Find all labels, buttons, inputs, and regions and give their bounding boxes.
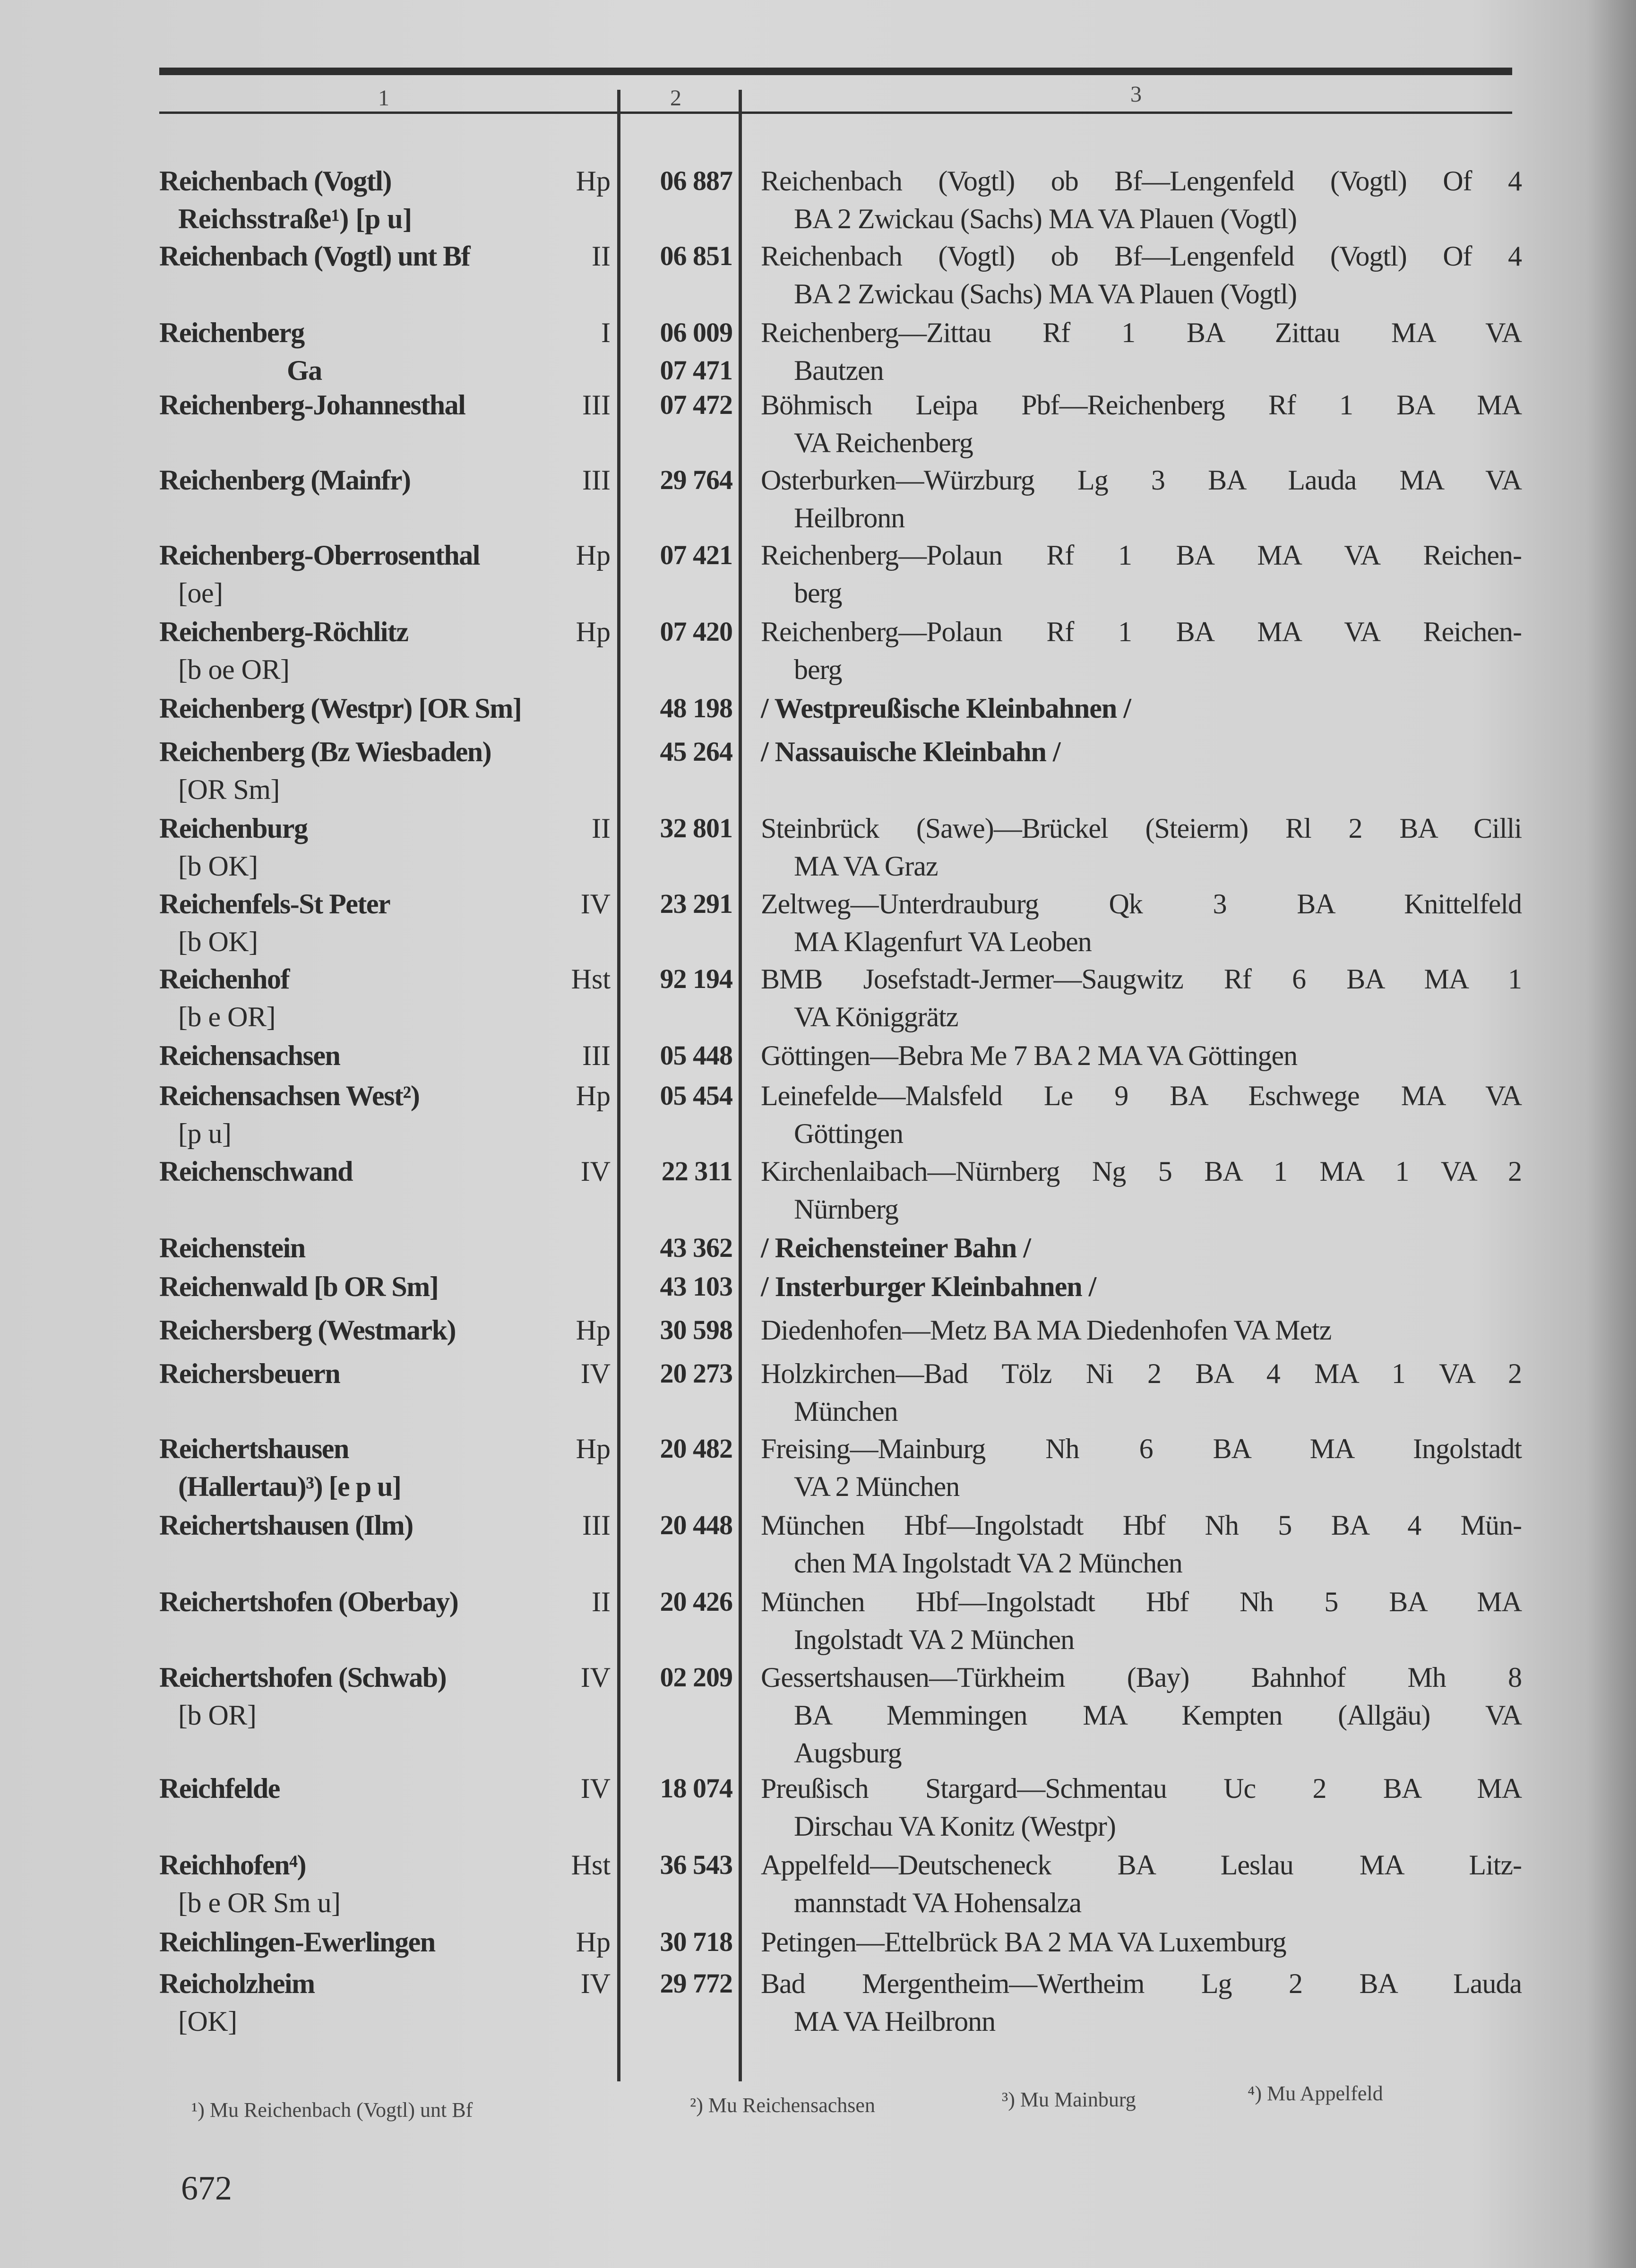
route-description	[761, 1583, 1522, 1658]
station-code-value: 36 543	[660, 1849, 732, 1880]
station-code	[629, 1965, 732, 2002]
column-divider-2	[739, 90, 742, 2081]
station-name	[159, 1430, 613, 1505]
station-name-line: Reichenberg	[159, 317, 304, 348]
station-name-line: Reichenhof	[159, 963, 289, 995]
station-name-line: Ga	[287, 355, 322, 386]
route-description	[761, 461, 1522, 537]
station-code	[629, 1658, 732, 1696]
station-code-value: 48 198	[660, 693, 732, 723]
route-description-line: Heilbronn	[794, 502, 905, 533]
route-description-line: VA 2 München	[794, 1471, 960, 1502]
route-description-line: Zeltweg—Unterdrauburg Qk 3 BA Knittelfeld	[761, 888, 1522, 919]
station-code	[629, 1770, 732, 1807]
route-description	[761, 1229, 1522, 1267]
station-class: II	[592, 1586, 611, 1617]
station-code-value: 22 311	[661, 1156, 732, 1186]
station-code	[629, 237, 732, 275]
station-name	[159, 733, 613, 808]
station-code-value: 29 764	[660, 464, 732, 495]
station-name-line: Reichenberg-Johannesthal	[159, 389, 465, 421]
station-code-value: 05 454	[660, 1080, 732, 1111]
station-class: Hp	[576, 540, 611, 571]
route-description	[761, 1077, 1522, 1152]
station-class: II	[592, 241, 611, 272]
route-description-line: MA VA Heilbronn	[794, 2006, 996, 2037]
route-description	[761, 1965, 1522, 2040]
station-name-line: [OK]	[178, 2006, 237, 2037]
route-description	[761, 1658, 1522, 1772]
route-description-line: VA Königgrätz	[794, 1001, 958, 1032]
footnote-4: ⁴) Mu Appelfeld	[1248, 2082, 1383, 2105]
station-name-line: Reichenberg-Oberrosenthal	[159, 540, 480, 571]
station-name-line: Reichenbach (Vogtl)	[159, 165, 391, 197]
station-code	[629, 1077, 732, 1115]
route-description-line: Holzkirchen—Bad Tölz Ni 2 BA 4 MA 1 VA 2	[761, 1358, 1522, 1389]
route-description-line: / Nassauische Kleinbahn /	[761, 736, 1060, 767]
station-code-value: 02 209	[660, 1662, 732, 1692]
station-name-line: [oe]	[178, 577, 223, 609]
route-description-line: Reichenbach (Vogtl) ob Bf—Lengenfeld (Vogtl) Of 4	[761, 165, 1522, 197]
route-description-line: / Westpreußische Kleinbahnen /	[761, 693, 1131, 724]
route-description-line: mannstadt VA Hohensalza	[794, 1887, 1082, 1918]
station-name-line: Reichenberg-Röchlitz	[159, 616, 408, 647]
station-name-line: Reichenschwand	[159, 1156, 353, 1187]
footnote-2: ²) Mu Reichensachsen	[690, 2094, 875, 2117]
station-name	[159, 689, 613, 727]
station-name	[159, 1268, 613, 1306]
top-thick-rule	[159, 68, 1512, 75]
station-name-line: [OR Sm]	[178, 774, 280, 805]
route-description-line: berg	[794, 654, 842, 685]
station-name	[159, 1965, 613, 2040]
route-description	[761, 1430, 1522, 1505]
station-name-line: (Hallertau)³) [e p u]	[178, 1471, 401, 1502]
route-description	[761, 733, 1522, 771]
route-description-line: Osterburken—Würzburg Lg 3 BA Lauda MA VA	[761, 464, 1522, 496]
route-description-line: Nürnberg	[794, 1194, 898, 1225]
station-name-line: Reichenberg (Bz Wiesbaden)	[159, 736, 491, 767]
route-description-line: Göttingen	[794, 1118, 903, 1149]
route-description-line: Appelfeld—Deutscheneck BA Leslau MA Litz-	[761, 1849, 1522, 1881]
station-class: IV	[580, 1773, 611, 1804]
station-code	[629, 689, 732, 727]
station-class: IV	[580, 1358, 611, 1389]
station-name-line: Reichenfels-St Peter	[159, 888, 390, 919]
header-rule	[159, 112, 1512, 114]
station-code	[629, 1152, 732, 1190]
route-description-line: BA 2 Zwickau (Sachs) MA VA Plauen (Vogtl)	[794, 278, 1297, 309]
station-name	[159, 1077, 613, 1152]
route-description-line: Göttingen—Bebra Me 7 BA 2 MA VA Göttingen	[761, 1040, 1298, 1071]
route-description	[761, 1152, 1522, 1228]
route-description	[761, 1923, 1522, 1961]
route-description	[761, 1770, 1522, 1845]
route-description-line: Reichenbach (Vogtl) ob Bf—Lengenfeld (Vogtl) Of 4	[761, 241, 1522, 272]
page-number: 672	[181, 2169, 232, 2207]
station-class: Hp	[576, 1926, 611, 1958]
station-code	[629, 733, 732, 771]
station-code	[629, 1311, 732, 1349]
station-code	[629, 386, 732, 424]
route-description	[761, 1846, 1522, 1922]
station-name-line: Reichertshausen	[159, 1433, 349, 1464]
station-code-value: 43 362	[660, 1232, 732, 1263]
route-description	[761, 613, 1522, 688]
route-description-line: BA 2 Zwickau (Sachs) MA VA Plauen (Vogtl)	[794, 203, 1297, 234]
station-code-value: 20 448	[660, 1510, 732, 1540]
station-name-line: Reichenberg (Westpr) [OR Sm]	[159, 693, 522, 724]
station-name-line: Reichertshofen (Oberbay)	[159, 1586, 458, 1617]
station-code-value: 23 291	[660, 888, 732, 919]
column-header-2: 2	[670, 86, 681, 111]
station-name	[159, 1311, 613, 1349]
station-code	[629, 885, 732, 923]
station-code-value: 07 472	[660, 389, 732, 420]
route-description-line: Petingen—Ettelbrück BA 2 MA VA Luxemburg	[761, 1926, 1286, 1958]
station-code-value: 20 426	[660, 1586, 732, 1617]
route-description-line: Bautzen	[794, 355, 884, 386]
station-code	[629, 613, 732, 651]
station-code-value: 20 273	[660, 1358, 732, 1389]
station-code-value: 45 264	[660, 736, 732, 767]
station-code-value: 43 103	[660, 1271, 732, 1302]
route-description-line: BMB Josefstadt-Jermer—Saugwitz Rf 6 BA MA 1	[761, 963, 1522, 995]
station-class: II	[592, 813, 611, 844]
station-code	[629, 960, 732, 998]
station-name	[159, 314, 613, 389]
station-name	[159, 386, 613, 424]
station-name-line: Reichersbeuern	[159, 1358, 340, 1389]
route-description	[761, 1268, 1522, 1306]
route-description	[761, 689, 1522, 727]
route-description	[761, 885, 1522, 961]
station-code-value: 07 471	[660, 355, 732, 386]
route-description-line: MA VA Graz	[794, 850, 938, 882]
station-class: Hp	[576, 616, 611, 647]
route-description-line: Diedenhofen—Metz BA MA Diedenhofen VA Metz	[761, 1314, 1332, 1346]
station-name-line: Reicholzheim	[159, 1968, 315, 1999]
route-description	[761, 809, 1522, 885]
route-description-line: Reichenberg—Zittau Rf 1 BA Zittau MA VA	[761, 317, 1522, 348]
station-name	[159, 1583, 613, 1621]
route-description-line: Kirchenlaibach—Nürnberg Ng 5 BA 1 MA 1 VA 2	[761, 1156, 1522, 1187]
route-description	[761, 1506, 1522, 1582]
station-class: III	[582, 389, 611, 421]
route-description-line: chen MA Ingolstadt VA 2 München	[794, 1547, 1182, 1579]
station-name-line: [b OK]	[178, 850, 258, 882]
station-name-line: [p u]	[178, 1118, 232, 1149]
station-name-line: Reichertshofen (Schwab)	[159, 1662, 447, 1693]
station-name-line: Reichhofen⁴)	[159, 1849, 306, 1881]
station-class: Hst	[571, 963, 611, 995]
station-class: Hst	[571, 1849, 611, 1881]
route-description-line: München Hbf—Ingolstadt Hbf Nh 5 BA 4 Mün-	[761, 1510, 1522, 1541]
station-class: IV	[580, 1156, 611, 1187]
station-code	[629, 1268, 732, 1306]
route-description-line: / Insterburger Kleinbahnen /	[761, 1271, 1096, 1302]
station-class: Hp	[576, 1433, 611, 1464]
station-class: IV	[580, 1662, 611, 1693]
station-name	[159, 1229, 613, 1267]
station-name	[159, 1037, 613, 1074]
station-name	[159, 1770, 613, 1807]
column-header-3: 3	[1130, 82, 1142, 107]
station-name	[159, 536, 613, 612]
station-name-line: [b oe OR]	[178, 654, 290, 685]
station-name	[159, 237, 613, 275]
route-description-line: Leinefelde—Malsfeld Le 9 BA Eschwege MA VA	[761, 1080, 1522, 1111]
route-description-line: Bad Mergentheim—Wertheim Lg 2 BA Lauda	[761, 1968, 1522, 1999]
route-description	[761, 237, 1522, 313]
station-name	[159, 885, 613, 961]
route-description-line: Böhmisch Leipa Pbf—Reichenberg Rf 1 BA MA	[761, 389, 1522, 421]
station-name	[159, 1355, 613, 1392]
route-description-line: BA Memmingen MA Kempten (Allgäu) VA	[794, 1700, 1522, 1731]
station-name-line: Reichenberg (Mainfr)	[159, 464, 411, 496]
station-class: III	[582, 1510, 611, 1541]
station-name	[159, 1846, 613, 1922]
station-name-line: Reichersberg (Westmark)	[159, 1314, 456, 1346]
station-name	[159, 809, 613, 885]
station-name-line: [b OR]	[178, 1700, 257, 1731]
station-code-value: 20 482	[660, 1433, 732, 1464]
route-description	[761, 1355, 1522, 1430]
station-code-value: 30 598	[660, 1314, 732, 1345]
station-class: Hp	[576, 1080, 611, 1111]
route-description	[761, 1311, 1522, 1349]
route-description-line: MA Klagenfurt VA Leoben	[794, 926, 1092, 957]
route-description-line: München	[794, 1396, 898, 1427]
station-code-value: 06 009	[660, 317, 732, 348]
station-name-line: Reichensachsen	[159, 1040, 340, 1071]
station-code-value: 29 772	[660, 1968, 732, 1999]
station-code-value: 92 194	[660, 963, 732, 994]
station-code	[629, 162, 732, 200]
station-code	[629, 809, 732, 847]
route-description-line: Steinbrück (Sawe)—Brückel (Steierm) Rl 2 BA Cilli	[761, 813, 1522, 844]
station-name-line: Reichfelde	[159, 1773, 280, 1804]
station-code	[629, 1506, 732, 1544]
station-name-line: Reichenbach (Vogtl) unt Bf	[159, 241, 470, 272]
route-description	[761, 536, 1522, 612]
station-name-line: Reichensachsen West²)	[159, 1080, 420, 1111]
station-code-value: 07 420	[660, 616, 732, 647]
station-name-line: Reichenburg	[159, 813, 308, 844]
route-description-line: Freising—Mainburg Nh 6 BA MA Ingolstadt	[761, 1433, 1522, 1464]
route-description-line: Gessertshausen—Türkheim (Bay) Bahnhof Mh 8	[761, 1662, 1522, 1693]
station-name-line: Reichsstraße¹) [p u]	[178, 203, 412, 234]
station-code-value: 05 448	[660, 1040, 732, 1071]
station-code	[629, 1430, 732, 1468]
station-name-line: Reichlingen-Ewerlingen	[159, 1926, 435, 1958]
station-class: I	[601, 317, 611, 348]
route-description	[761, 162, 1522, 238]
station-name	[159, 162, 613, 238]
station-code-value: 18 074	[660, 1773, 732, 1804]
route-description-line: VA Reichenberg	[794, 427, 973, 458]
route-description-line: Reichenberg—Polaun Rf 1 BA MA VA Reichen-	[761, 616, 1522, 647]
station-code-value: 06 887	[660, 165, 732, 196]
route-description-line: Dirschau VA Konitz (Westpr)	[794, 1811, 1116, 1842]
station-name-line: Reichertshausen (Ilm)	[159, 1510, 413, 1541]
station-name-line: [b e OR]	[178, 1001, 276, 1032]
footnote-3: ³) Mu Mainburg	[1002, 2088, 1136, 2111]
route-description	[761, 386, 1522, 462]
route-description	[761, 1037, 1522, 1074]
station-code	[629, 536, 732, 574]
route-description-line: Ingolstadt VA 2 München	[794, 1624, 1075, 1655]
route-description-line: München Hbf—Ingolstadt Hbf Nh 5 BA MA	[761, 1586, 1522, 1617]
route-description	[761, 314, 1522, 389]
station-name	[159, 960, 613, 1036]
station-code	[629, 1229, 732, 1267]
station-code-value: 06 851	[660, 241, 732, 271]
station-code-value: 07 421	[660, 540, 732, 570]
column-divider-1	[617, 90, 620, 2081]
station-name-line: [b e OR Sm u]	[178, 1887, 341, 1918]
route-description-line: berg	[794, 577, 842, 609]
column-header-1: 1	[378, 86, 389, 111]
station-name	[159, 613, 613, 688]
station-code	[629, 1583, 732, 1621]
route-description-line: / Reichensteiner Bahn /	[761, 1232, 1031, 1263]
station-class: IV	[580, 888, 611, 919]
route-description-line: Augsburg	[794, 1737, 902, 1769]
station-code-value: 32 801	[660, 813, 732, 843]
station-class: III	[582, 1040, 611, 1071]
station-name	[159, 1152, 613, 1190]
station-code	[629, 461, 732, 499]
route-description	[761, 960, 1522, 1036]
route-description-line: Reichenberg—Polaun Rf 1 BA MA VA Reichen-	[761, 540, 1522, 571]
station-name	[159, 1506, 613, 1544]
station-name-line: Reichenstein	[159, 1232, 305, 1263]
station-class: IV	[580, 1968, 611, 1999]
station-code	[629, 314, 732, 389]
station-code	[629, 1923, 732, 1961]
station-name-line: Reichenwald [b OR Sm]	[159, 1271, 439, 1302]
station-code	[629, 1846, 732, 1884]
route-description-line: Preußisch Stargard—Schmentau Uc 2 BA MA	[761, 1773, 1522, 1804]
station-name	[159, 1658, 613, 1734]
station-code	[629, 1355, 732, 1392]
station-name	[159, 461, 613, 499]
station-class: III	[582, 464, 611, 496]
station-name	[159, 1923, 613, 1961]
station-class: Hp	[576, 165, 611, 197]
footnote-1: ¹) Mu Reichenbach (Vogtl) unt Bf	[191, 2098, 473, 2122]
station-class: Hp	[576, 1314, 611, 1346]
station-code	[629, 1037, 732, 1074]
station-name-line: [b OK]	[178, 926, 258, 957]
station-code-value: 30 718	[660, 1926, 732, 1957]
